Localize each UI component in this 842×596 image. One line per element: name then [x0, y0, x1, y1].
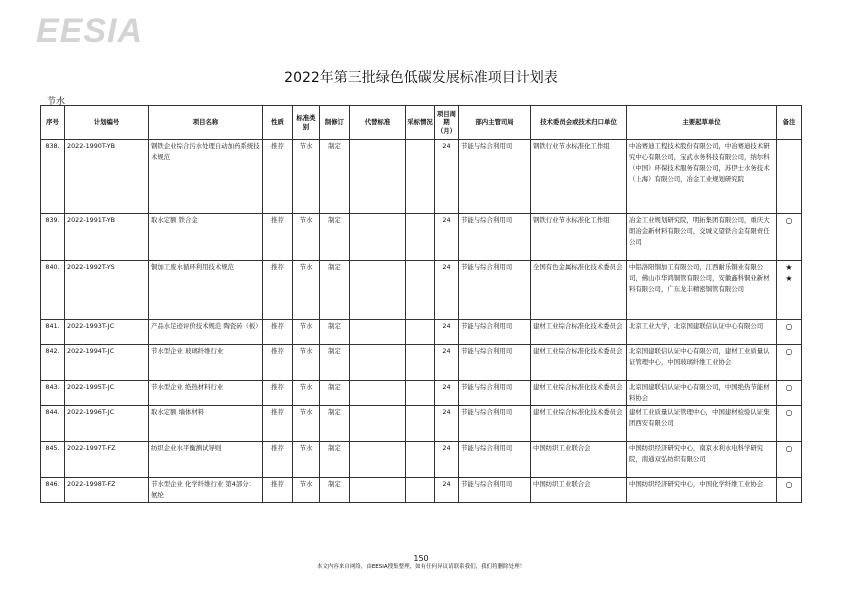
header-period: 项目周期（月） — [435, 106, 459, 140]
cell-remark-mark: ★ ★ — [777, 261, 802, 320]
cell-drafters: 中冶赛迪工程技术股份有限公司，中冶赛迪技术研究中心有限公司，宝武水务科技有限公司，纳尔科（中国）环保技术服务有限公司，苏伊士水务技术（上海）有限公司，冶金工业规划研究院 — [627, 140, 777, 214]
cell-adoption — [406, 320, 435, 345]
cell-period: 24 — [435, 261, 459, 320]
cell-remark-mark: ○ — [777, 478, 802, 503]
cell-nature: 推荐 — [263, 442, 293, 478]
cell-period: 24 — [435, 214, 459, 261]
cell-committee: 中国纺织工业联合会 — [531, 442, 627, 478]
header-no: 序号 — [41, 106, 65, 140]
cell-period: 24 — [435, 320, 459, 345]
cell-nature: 推荐 — [263, 140, 293, 214]
table-row — [41, 381, 802, 406]
cell-replaced-standard — [350, 214, 406, 261]
cell-project-name: 节水型企业 绝热材料行业 — [149, 381, 263, 406]
table-row — [41, 478, 802, 503]
cell-drafters: 中铝洛阳铜加工有限公司，江西耐乐铜业有限公司，佛山市华鸿铜管有限公司，安徽鑫科铜业新材料有限公司，广东龙丰精密铜管有限公司 — [627, 261, 777, 320]
table-row — [41, 345, 802, 381]
cell-department: 节能与综合利用司 — [459, 381, 531, 406]
cell-department: 节能与综合利用司 — [459, 345, 531, 381]
cell-row-number: 841. — [41, 320, 65, 345]
cell-remark-mark: ○ — [777, 214, 802, 261]
cell-period: 24 — [435, 140, 459, 214]
cell-plan-code: 2022-1995T-JC — [65, 381, 149, 406]
footer-notice: 本文内容来自网络，由EESIA搜集整理，如有任何异议请联系我们，我们将删除处理！ — [316, 564, 526, 570]
table-row — [41, 442, 802, 478]
header-replaced-standard: 代替标准 — [350, 106, 406, 140]
cell-replaced-standard — [350, 345, 406, 381]
cell-remark-mark: ○ — [777, 345, 802, 381]
cell-nature: 推荐 — [263, 381, 293, 406]
cell-project-name: 纺织企业水平衡测试导则 — [149, 442, 263, 478]
cell-category: 节水 — [293, 261, 320, 320]
cell-nature: 推荐 — [263, 261, 293, 320]
cell-plan-code: 2022-1993T-JC — [65, 320, 149, 345]
cell-department: 节能与综合利用司 — [459, 214, 531, 261]
cell-replaced-standard — [350, 406, 406, 442]
cell-revision-type: 制定 — [320, 478, 350, 503]
cell-period: 24 — [435, 478, 459, 503]
cell-replaced-standard — [350, 140, 406, 214]
cell-revision-type: 制定 — [320, 381, 350, 406]
cell-replaced-standard — [350, 478, 406, 503]
table-row — [41, 140, 802, 214]
cell-row-number: 839. — [41, 214, 65, 261]
cell-department: 节能与综合利用司 — [459, 261, 531, 320]
cell-department: 节能与综合利用司 — [459, 478, 531, 503]
cell-department: 节能与综合利用司 — [459, 320, 531, 345]
cell-replaced-standard — [350, 320, 406, 345]
cell-department: 节能与综合利用司 — [459, 140, 531, 214]
cell-remark-mark — [777, 140, 802, 214]
cell-nature: 推荐 — [263, 320, 293, 345]
page-number: 150 — [413, 554, 429, 563]
header-project-name: 项目名称 — [149, 106, 263, 140]
cell-remark-mark: ○ — [777, 442, 802, 478]
cell-committee: 建材工业综合标准化技术委员会 — [531, 406, 627, 442]
cell-revision-type: 制定 — [320, 345, 350, 381]
standards-plan-table — [40, 105, 802, 503]
header-revision-type: 制修订 — [320, 106, 350, 140]
cell-adoption — [406, 381, 435, 406]
cell-remark-mark: ○ — [777, 381, 802, 406]
cell-category: 节水 — [293, 406, 320, 442]
cell-adoption — [406, 261, 435, 320]
cell-remark-mark: ○ — [777, 320, 802, 345]
cell-revision-type: 制定 — [320, 214, 350, 261]
cell-committee: 中国纺织工业联合会 — [531, 478, 627, 503]
cell-department: 节能与综合利用司 — [459, 442, 531, 478]
cell-row-number: 842. — [41, 345, 65, 381]
cell-remark-mark: ○ — [777, 406, 802, 442]
cell-category: 节水 — [293, 442, 320, 478]
cell-plan-code: 2022-1994T-JC — [65, 345, 149, 381]
cell-adoption — [406, 442, 435, 478]
cell-department: 节能与综合利用司 — [459, 406, 531, 442]
table-row — [41, 261, 802, 320]
cell-drafters: 北京国建联信认证中心有限公司，建材工业质量认证管理中心，中国玻璃纤维工业协会 — [627, 345, 777, 381]
cell-drafters: 中国纺织经济研究中心，南京水利水电科学研究院，南通双弘纺织有限公司 — [627, 442, 777, 478]
cell-adoption — [406, 140, 435, 214]
cell-category: 节水 — [293, 381, 320, 406]
cell-nature: 推荐 — [263, 406, 293, 442]
cell-plan-code: 2022-1992T-YS — [65, 261, 149, 320]
cell-drafters: 建材工业质量认证管理中心，中国建材检验认证集团西安有限公司 — [627, 406, 777, 442]
cell-row-number: 840. — [41, 261, 65, 320]
header-category: 标准类别 — [293, 106, 320, 140]
cell-committee: 钢铁行业节水标准化工作组 — [531, 214, 627, 261]
cell-project-name: 取水定额 铁合金 — [149, 214, 263, 261]
table-header-row — [41, 106, 802, 140]
cell-category: 节水 — [293, 478, 320, 503]
cell-replaced-standard — [350, 442, 406, 478]
cell-replaced-standard — [350, 261, 406, 320]
cell-revision-type: 制定 — [320, 320, 350, 345]
header-drafters: 主要起草单位 — [627, 106, 777, 140]
cell-nature: 推荐 — [263, 214, 293, 261]
table-row — [41, 214, 802, 261]
cell-project-name: 铜加工废水循环利用技术规范 — [149, 261, 263, 320]
cell-category: 节水 — [293, 320, 320, 345]
cell-adoption — [406, 406, 435, 442]
cell-row-number: 845. — [41, 442, 65, 478]
cell-plan-code: 2022-1996T-JC — [65, 406, 149, 442]
cell-drafters: 北京工业大学，北京国建联信认证中心有限公司 — [627, 320, 777, 345]
cell-committee: 建材工业综合标准化技术委员会 — [531, 381, 627, 406]
cell-period: 24 — [435, 406, 459, 442]
cell-category: 节水 — [293, 214, 320, 261]
cell-project-name: 节水型企业 玻璃纤维行业 — [149, 345, 263, 381]
cell-period: 24 — [435, 345, 459, 381]
cell-committee: 建材工业综合标准化技术委员会 — [531, 320, 627, 345]
cell-row-number: 843. — [41, 381, 65, 406]
cell-plan-code: 2022-1991T-YB — [65, 214, 149, 261]
cell-committee: 全国有色金属标准化技术委员会 — [531, 261, 627, 320]
cell-drafters: 冶金工业规划研究院，明拓集团有限公司，重庆大朗冶金新材料有限公司，交城义望铁合金有限责任公司 — [627, 214, 777, 261]
cell-replaced-standard — [350, 381, 406, 406]
cell-nature: 推荐 — [263, 345, 293, 381]
cell-plan-code: 2022-1998T-FZ — [65, 478, 149, 503]
cell-drafters: 北京国建联信认证中心有限公司，中国绝热节能材料协会 — [627, 381, 777, 406]
cell-category: 节水 — [293, 345, 320, 381]
cell-row-number: 838. — [41, 140, 65, 214]
header-remarks: 备注 — [777, 106, 802, 140]
cell-drafters: 中国纺织经济研究中心，中国化学纤维工业协会 — [627, 478, 777, 503]
cell-plan-code: 2022-1997T-FZ — [65, 442, 149, 478]
cell-revision-type: 制定 — [320, 140, 350, 214]
cell-period: 24 — [435, 442, 459, 478]
cell-revision-type: 制定 — [320, 442, 350, 478]
cell-project-name: 钢铁企业综合污水处理自动加药系统技术规范 — [149, 140, 263, 214]
document-title: 2022年第三批绿色低碳发展标准项目计划表 — [284, 70, 558, 86]
cell-revision-type: 制定 — [320, 406, 350, 442]
eesia-logo: EESIA — [36, 12, 144, 50]
section-label: 节水 — [47, 97, 66, 107]
cell-period: 24 — [435, 381, 459, 406]
cell-adoption — [406, 478, 435, 503]
header-nature: 性质 — [263, 106, 293, 140]
cell-committee: 建材工业综合标准化技术委员会 — [531, 345, 627, 381]
cell-committee: 钢铁行业节水标准化工作组 — [531, 140, 627, 214]
header-committee: 技术委员会或技术归口单位 — [531, 106, 627, 140]
table-row — [41, 406, 802, 442]
cell-row-number: 844. — [41, 406, 65, 442]
header-adoption: 采标情况 — [406, 106, 435, 140]
cell-project-name: 取水定额 墙体材料 — [149, 406, 263, 442]
cell-adoption — [406, 214, 435, 261]
table-row — [41, 320, 802, 345]
cell-adoption — [406, 345, 435, 381]
cell-project-name: 节水型企业 化学纤维行业 第4部分：氨纶 — [149, 478, 263, 503]
header-department: 部内主管司局 — [459, 106, 531, 140]
cell-plan-code: 2022-1990T-YB — [65, 140, 149, 214]
cell-project-name: 产品水足迹评价技术规范 陶瓷砖（板） — [149, 320, 263, 345]
cell-nature: 推荐 — [263, 478, 293, 503]
header-plan-code: 计划编号 — [65, 106, 149, 140]
cell-category: 节水 — [293, 140, 320, 214]
cell-row-number: 846. — [41, 478, 65, 503]
cell-revision-type: 制定 — [320, 261, 350, 320]
